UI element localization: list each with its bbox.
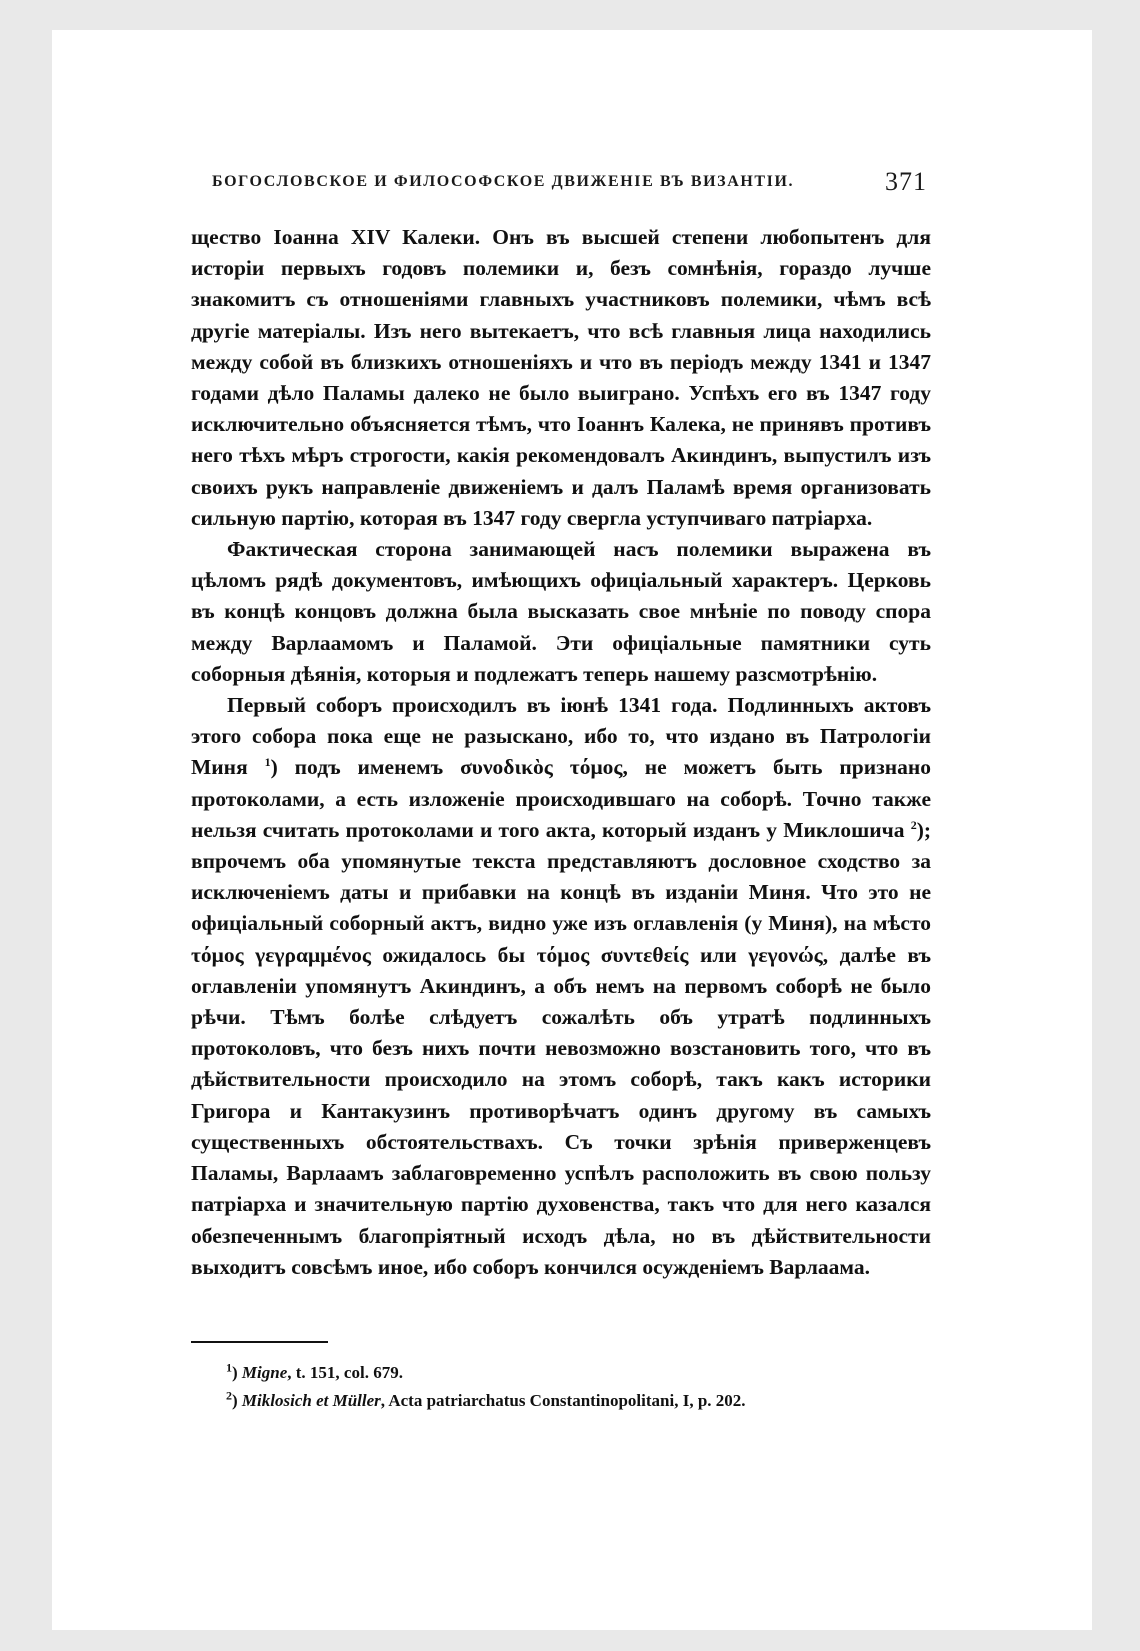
header-title: БОГОСЛОВСКОЕ И ФИЛОСОФСКОЕ ДВИЖЕНІЕ ВЪ ВИЗАНТІИ. [212, 173, 795, 190]
footnote-author: Migne [241, 1363, 288, 1382]
footnotes [226, 1359, 931, 1415]
footnote-author: Miklosich et Müller [241, 1391, 381, 1410]
footnote-2: $^2$) Miklosich et Müller, Acta patriarchatus Constantinopolitani, I, p. 202. [226, 1388, 746, 1410]
footnote-marker: 1 [226, 1360, 232, 1375]
footnote-text: , Acta patriarchatus Constantinopolitani, I, p. 202. [380, 1391, 746, 1410]
paragraph-2: Фактическая сторона занимающей насъ полемики выражена въ цѣломъ рядѣ документовъ, имѣющихъ офиціальный характеръ. Церковь въ концѣ концовъ должна была высказать свое мнѣніе по поводу спора между Варлаамомъ и Паламой. Эти офиціальные памятники суть соборныя дѣянія, которыя и подлежатъ теперь нашему разсмотрѣнію. [191, 537, 931, 686]
footnote-ref-1: 1 [264, 755, 271, 770]
footnote-1: $^1$) Migne, t. 151, col. 679. [226, 1360, 403, 1382]
paragraph-3 [191, 690, 931, 1283]
running-header [212, 169, 927, 199]
main-text [191, 222, 931, 1283]
paragraph-3-part-1: Первый соборъ происходилъ въ іюнѣ 1341 года. Подлинныхъ актовъ этого собора пока еще не разыскано, ибо то, что издано въ Патрологіи Миня [191, 693, 931, 780]
paragraph-3-part-3: ); впрочемъ оба упомянутые текста представляютъ дословное сходство за исключеніемъ даты и прибавки на концѣ въ изданіи Миня. Что это не офиціальный соборный актъ, видно уже изъ оглавленія (у Миня), на мѣсто τόμος γεγραμμένος ожидалось бы τόμος συντεθείς или γεγονώς, далѣе въ оглавленіи упомянутъ Акиндинъ, а объ немъ на первомъ соборѣ не было рѣчи. Тѣмъ болѣе слѣдуетъ сожалѣть объ утратѣ подлинныхъ протоколовъ, что безъ нихъ почти невозможно возстановить того, что въ дѣйствительности происходило на этомъ соборѣ, такъ какъ историки Григора и Кантакузинъ противорѣчатъ одинъ другому въ самыхъ существенныхъ обстоятельствахъ. Съ точки зрѣнія приверженцевъ Паламы, Варлаамъ заблаговременно успѣлъ расположить въ свою пользу патріарха и значительную партію духовенства, такъ что для него казался обезпеченнымъ благопріятный исходъ дѣла, но въ дѣйствительности выходитъ совсѣмъ иное, ибо соборъ кончился осужденіемъ Варлаама. [191, 817, 932, 1279]
footnote-text: , t. 151, col. 679. [287, 1363, 403, 1382]
footnote-ref-2: 2 [910, 817, 917, 832]
paragraph-1: щество Іоанна XIV Калеки. Онъ въ высшей степени любопытенъ для исторіи первыхъ годовъ полемики и, безъ сомнѣнія, гораздо лучше знакомитъ съ отношеніями главныхъ участниковъ полемики, чѣмъ всѣ другіе матеріалы. Изъ него вытекаетъ, что всѣ главныя лица находились между собой въ близкихъ отношеніяхъ и что въ періодъ между 1341 и 1347 годами дѣло Паламы далеко не было выиграно. Успѣхъ его въ 1347 году исключительно объясняется тѣмъ, что Іоаннъ Калека, не принявъ противъ него тѣхъ мѣръ строгости, какія рекомендовалъ Акиндинъ, выпустилъ изъ своихъ рукъ направленіе движеніемъ и далъ Паламѣ время организовать сильную партію, которая въ 1347 году свергла уступчиваго патріарха. [191, 225, 931, 530]
footnote-rule [191, 1341, 328, 1343]
paragraph-3-part-2: ) подъ именемъ συνοδικὸς τόμος, не можетъ быть признано протоколами, а есть изложеніе происходившаго на соборѣ. Точно также нельзя считать протоколами и того акта, который изданъ у Миклошича [191, 755, 931, 842]
footnote-marker: 2 [226, 1388, 232, 1403]
page-number: 371 [885, 167, 927, 196]
